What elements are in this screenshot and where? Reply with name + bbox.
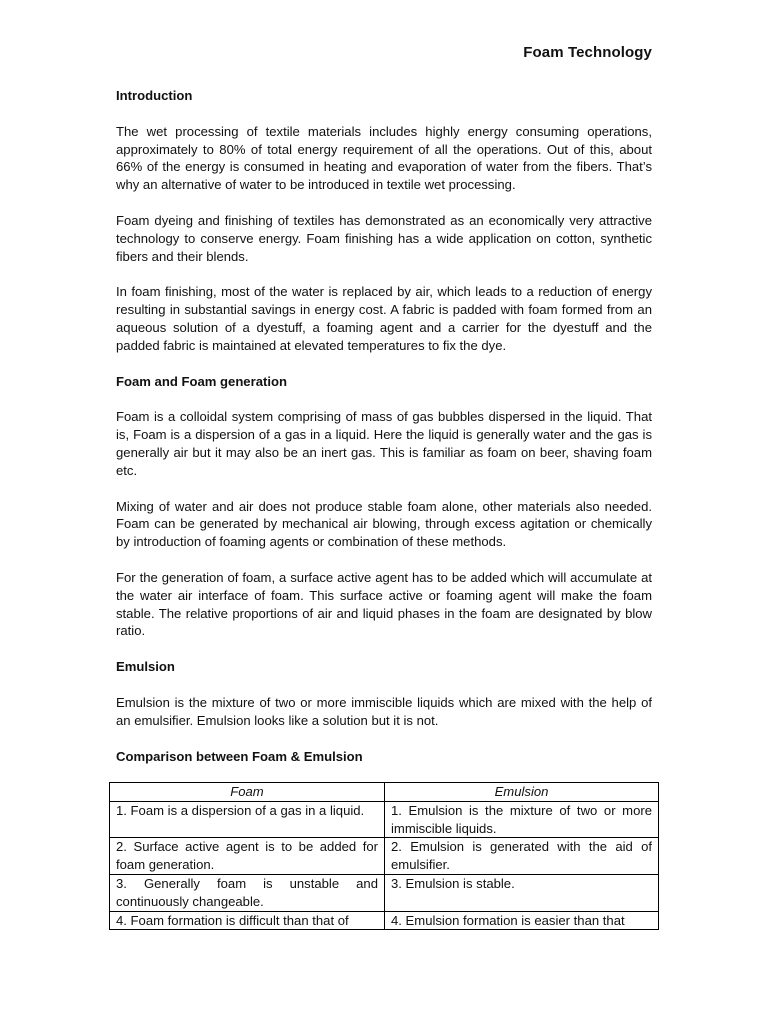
table-row (110, 801, 659, 838)
document-header-title: Foam Technology (523, 44, 652, 61)
paragraph: Foam dyeing and finishing of textiles has demonstrated as an economically very attractive technology to conserve energy. Foam finishing has a wide application on cotton, synthetic fibers and their blends. (116, 212, 652, 264)
paragraph: In foam finishing, most of the water is replaced by air, which leads to a reduction of energy resulting in substantial savings in energy cost. A fabric is padded with foam formed from an aqueous solution of a dyestuff, a foaming agent and a carrier for the dyestuff and the padded fabric is maintained at elevated temperatures to fix the dye. (116, 284, 652, 353)
table-cell-foam: 3. Generally foam is unstable and continuously changeable. (110, 874, 385, 911)
paragraph: The wet processing of textile materials includes highly energy consuming operations, approximately to 80% of total energy requirement of all the operations. Out of this, about 66% of the energy is consumed in heating and evaporation of water from the fibers. That’s why an alternative of water to be introduced in textile wet processing. (116, 123, 652, 193)
table-row (110, 911, 659, 930)
comparison-table (109, 782, 659, 930)
paragraph: For the generation of foam, a surface active agent has to be added which will accumulate at the water air interface of foam. This surface active or foaming agent will make the foam stable. The relative proportions of air and liquid phases in the foam are designated by blow ratio. (116, 569, 652, 639)
section-heading-emulsion: Emulsion (116, 659, 175, 675)
table-row (110, 874, 659, 911)
table-cell-emulsion: 3. Emulsion is stable. (385, 874, 659, 911)
paragraph: Foam is a colloidal system comprising of mass of gas bubbles dispersed in the liquid. That is, Foam is a dispersion of a gas in a liquid. Here the liquid is generally water and the gas is generally air but it may also be an inert gas. This is familiar as foam on beer, shaving foam etc. (116, 409, 652, 478)
table-cell-foam: 2. Surface active agent is to be added for foam generation. (110, 838, 385, 875)
table-row (110, 838, 659, 875)
document-body (116, 87, 652, 783)
table-cell-emulsion: 1. Emulsion is the mixture of two or more immiscible liquids. (385, 801, 659, 838)
table-cell-foam: 4. Foam formation is difficult than that of (110, 911, 385, 930)
table-cell-foam: 1. Foam is a dispersion of a gas in a liquid. (110, 801, 385, 838)
table-cell-emulsion: 2. Emulsion is generated with the aid of emulsifier. (385, 838, 659, 875)
column-header-emulsion: Emulsion (385, 783, 659, 802)
column-header-foam: Foam (110, 783, 385, 802)
section-heading-introduction: Introduction (116, 88, 193, 103)
paragraph: Emulsion is the mixture of two or more immiscible liquids which are mixed with the help of an emulsifier. Emulsion looks like a solution but it is not. (116, 694, 652, 728)
table-cell-emulsion: 4. Emulsion formation is easier than that (385, 911, 659, 930)
section-heading-foam-generation: Foam and Foam generation (116, 373, 287, 389)
table-header-row (110, 783, 659, 802)
paragraph: Mixing of water and air does not produce stable foam alone, other materials also needed. Foam can be generated by mechanical air blowing, through excess agitation or chemically by introduction of foaming agents or combination of these methods. (116, 498, 652, 550)
section-heading-comparison: Comparison between Foam & Emulsion (116, 748, 363, 764)
